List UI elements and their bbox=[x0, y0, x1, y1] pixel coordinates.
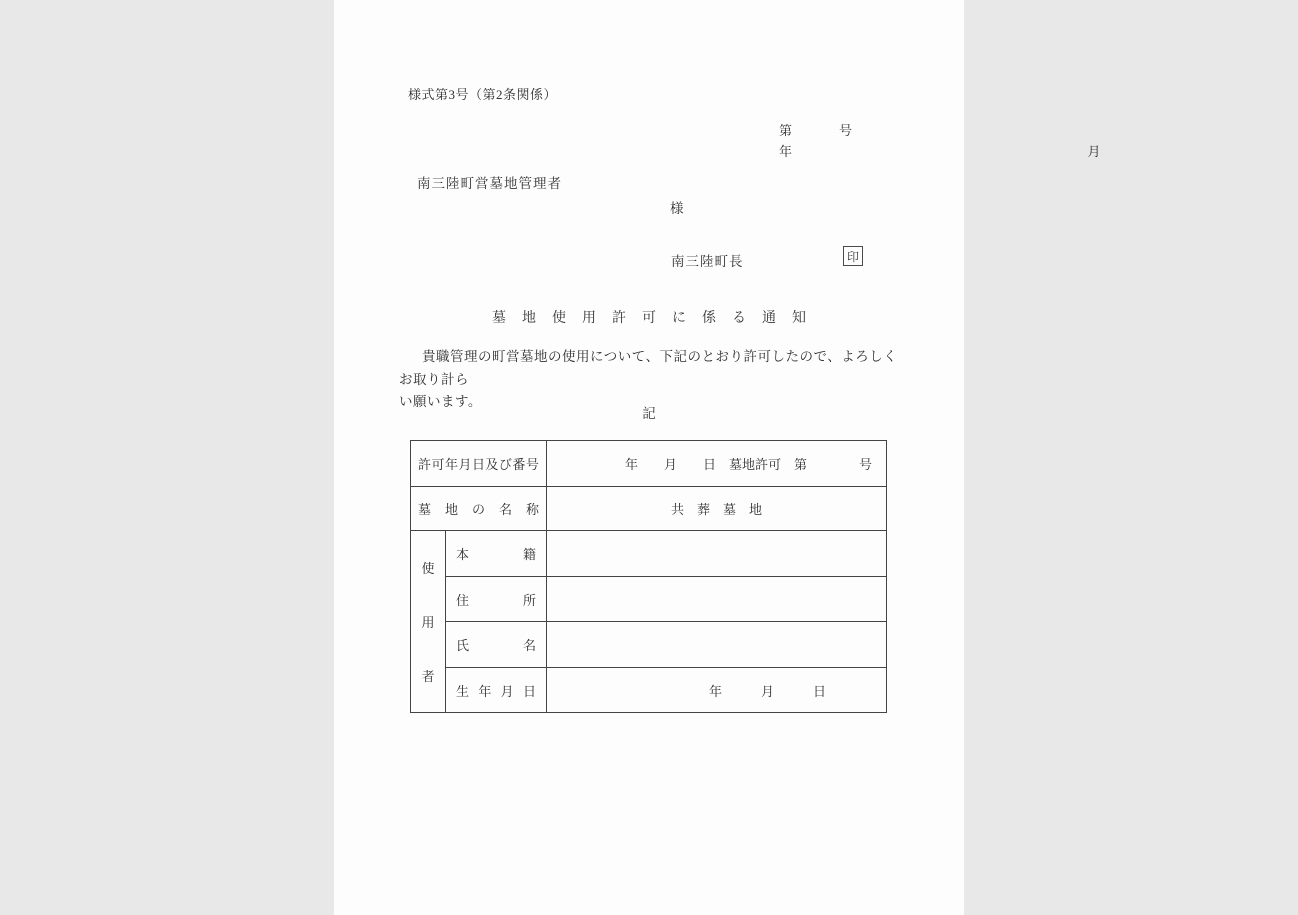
document-page bbox=[334, 0, 1101, 915]
document-number-line bbox=[779, 120, 852, 139]
addressee-name: 南三陸町営墓地管理者 bbox=[417, 176, 562, 191]
header-cell-name bbox=[446, 622, 547, 668]
document-number-suffix: 号 bbox=[838, 123, 852, 138]
seal-character: 印 bbox=[846, 249, 859, 264]
value-cell-address bbox=[547, 577, 886, 622]
value-cell-cemetery-name: 共 葬 墓 地 bbox=[547, 487, 886, 531]
header-cell-permit-date-number bbox=[411, 441, 547, 487]
permit-table bbox=[410, 440, 887, 713]
date-line: 年 月 bbox=[779, 144, 1101, 159]
header-label: 本 籍 bbox=[456, 547, 536, 562]
value-cell-name bbox=[547, 622, 886, 668]
honorific-sama: 様 bbox=[670, 201, 684, 216]
form-number: 様式第3号（第2条関係） bbox=[408, 87, 558, 102]
body-line-1: 貴職管理の町営墓地の使用について、下記のとおり許可したので、よろしくお取り計ら bbox=[399, 349, 898, 387]
page-title: 墓 地 使 用 許 可 に 係 る 通 知 bbox=[492, 311, 806, 326]
header-label: 氏 名 bbox=[456, 638, 536, 653]
section-marker-ki: 記 bbox=[642, 406, 656, 421]
value-cell-registered-domicile bbox=[547, 531, 886, 577]
header-label: 生 年 月 日 bbox=[456, 683, 536, 699]
header-cell-cemetery-name bbox=[411, 487, 547, 531]
header-cell-address bbox=[446, 577, 547, 622]
issuer-name: 南三陸町長 bbox=[671, 254, 744, 269]
document-number-prefix: 第 bbox=[779, 123, 793, 138]
header-cell-user-group: 使 用 者 bbox=[411, 531, 446, 712]
header-label: 住 所 bbox=[456, 592, 536, 608]
header-cell-registered-domicile bbox=[446, 531, 547, 577]
body-line-2: い願います。 bbox=[399, 394, 482, 409]
value-cell-birthdate: 年 月 日 bbox=[709, 683, 827, 699]
header-label: 許 可 年 月 日 及 び 番 号 bbox=[418, 457, 539, 472]
value-cell-permit-date-number: 年 月 日 墓地許可 第 号 bbox=[547, 441, 886, 487]
header-label: 墓 地 の 名 称 bbox=[418, 502, 539, 517]
seal-stamp-icon bbox=[843, 246, 863, 266]
header-cell-birthdate bbox=[446, 668, 547, 712]
